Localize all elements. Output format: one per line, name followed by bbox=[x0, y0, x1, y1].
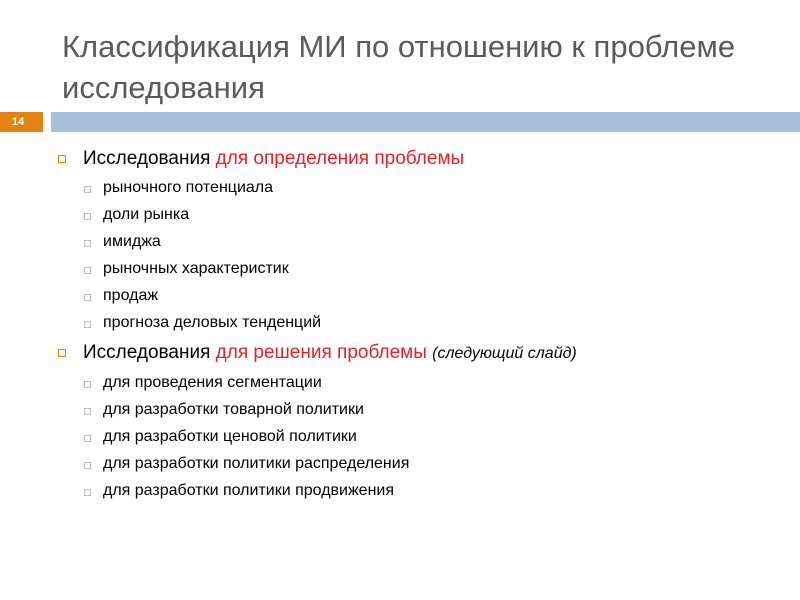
section-lead-text: Исследования bbox=[83, 342, 216, 363]
content-list bbox=[58, 146, 778, 508]
square-bullet-icon bbox=[84, 321, 91, 328]
list-item bbox=[58, 255, 778, 282]
list-item bbox=[58, 174, 778, 201]
list-item-text: для разработки политики продвижения bbox=[103, 482, 395, 499]
list-item bbox=[58, 201, 778, 228]
section-problem-solving bbox=[58, 340, 778, 504]
section-accent-text: для решения проблемы bbox=[215, 342, 427, 363]
square-bullet-icon bbox=[84, 462, 91, 469]
list-item-text: рыночных характеристик bbox=[103, 260, 289, 277]
square-bullet-icon bbox=[84, 408, 91, 415]
square-bullet-icon bbox=[84, 240, 91, 247]
square-bullet-icon bbox=[84, 435, 91, 442]
list-item-text: для разработки политики распределения bbox=[103, 455, 410, 472]
list-item bbox=[58, 396, 778, 423]
list-item-text: для разработки ценовой политики bbox=[103, 428, 357, 445]
list-item-text: прогноза деловых тенденций bbox=[103, 314, 322, 331]
bullet-level1 bbox=[58, 146, 778, 172]
list-item bbox=[58, 228, 778, 255]
square-bullet-icon bbox=[84, 213, 91, 220]
section-accent-text: для определения проблемы bbox=[215, 148, 465, 169]
list-item-text: для разработки товарной политики bbox=[103, 401, 364, 418]
slide-number-badge: 14 bbox=[0, 112, 43, 132]
list-item bbox=[58, 423, 778, 450]
slide-title: Классификация МИ по отношению к проблеме исследования bbox=[62, 29, 736, 105]
list-item bbox=[58, 309, 778, 336]
square-bullet-icon bbox=[58, 155, 66, 163]
square-bullet-icon bbox=[58, 349, 66, 357]
list-item-text: доли рынка bbox=[103, 206, 190, 223]
list-item-text: имиджа bbox=[103, 233, 161, 250]
square-bullet-icon bbox=[84, 267, 91, 274]
square-bullet-icon bbox=[84, 186, 91, 193]
list-item bbox=[58, 450, 778, 477]
list-item bbox=[58, 282, 778, 309]
list-item-text: для проведения сегментации bbox=[103, 374, 322, 391]
section-lead-text: Исследования bbox=[83, 148, 216, 169]
section-note-text: (следующий слайд) bbox=[432, 345, 577, 362]
section-problem-definition bbox=[58, 146, 778, 336]
square-bullet-icon bbox=[84, 489, 91, 496]
title-divider-bar bbox=[51, 112, 800, 132]
bullet-level1 bbox=[58, 340, 778, 367]
list-item bbox=[58, 369, 778, 396]
square-bullet-icon bbox=[84, 294, 91, 301]
list-item-text: продаж bbox=[103, 287, 159, 304]
list-item bbox=[58, 477, 778, 504]
list-item-text: рыночного потенциала bbox=[103, 179, 274, 196]
square-bullet-icon bbox=[84, 381, 91, 388]
